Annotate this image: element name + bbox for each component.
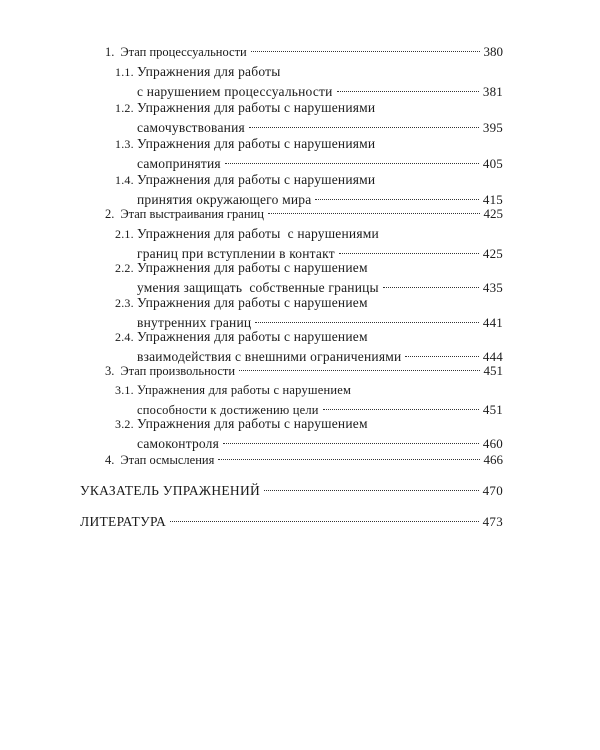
page-number: 380 (483, 44, 503, 59)
entry-number: 2. (105, 207, 115, 221)
page-number: 451 (482, 402, 503, 417)
entry-title: Этап осмысления (120, 453, 215, 467)
dot-leader (249, 127, 479, 128)
dot-leader (337, 91, 479, 92)
section-title: УКАЗАТЕЛЬ УПРАЖНЕНИЙ (80, 483, 261, 498)
entry-number: 1.4. (115, 173, 134, 187)
toc-section (80, 481, 503, 501)
page-number: 473 (482, 514, 503, 529)
entry-number: 2.1. (115, 227, 134, 241)
page-number: 415 (482, 192, 503, 207)
entry-title-line: способности к достижению цели (137, 403, 319, 417)
toc-entry (105, 361, 503, 381)
entry-title-line: Упражнения для работы с нарушениями (137, 100, 376, 115)
dot-leader (218, 459, 479, 460)
dot-leader (339, 253, 479, 254)
entry-title-line: самоконтроля (137, 436, 220, 451)
page-number: 435 (482, 280, 503, 295)
entry-title-line: внутренних границ (137, 315, 252, 330)
page-number: 441 (482, 315, 503, 330)
page-number: 395 (482, 120, 503, 135)
dot-leader (251, 51, 480, 52)
page-number: 470 (482, 483, 503, 498)
entry-title-line: Упражнения для работы с нарушениями (137, 226, 379, 241)
entry-number: 1.1. (115, 65, 134, 79)
entry-title: Этап произвольности (120, 364, 236, 378)
entry-title-line: Упражнения для работы с нарушением (137, 295, 368, 310)
entry-title: Этап выстраивания границ (120, 207, 264, 221)
entry-number: 2.3. (115, 296, 134, 310)
entry-number: 1. (105, 45, 115, 59)
entry-title: Этап процессуальности (120, 45, 247, 59)
dot-leader (383, 287, 479, 288)
entry-number: 3.1. (115, 383, 134, 397)
dot-leader (264, 490, 479, 491)
page-number: 444 (482, 349, 503, 364)
entry-title-line: умения защищать собственные границы (137, 280, 379, 295)
dot-leader (225, 163, 479, 164)
entry-number: 1.2. (115, 101, 134, 115)
entry-title-line: принятия окружающего мира (137, 192, 312, 207)
entry-title-line: Упражнения для работы (137, 64, 281, 79)
entry-number: 3. (105, 364, 115, 378)
dot-leader (268, 213, 480, 214)
entry-number: 1.3. (115, 137, 134, 151)
entry-title-line: Упражнения для работы с нарушениями (137, 136, 376, 151)
toc-section (80, 512, 503, 532)
dot-leader (170, 521, 479, 522)
toc-entry (115, 134, 503, 174)
page-number: 466 (483, 452, 503, 467)
dot-leader (323, 409, 479, 410)
entry-title-line: с нарушением процессуальности (137, 84, 333, 99)
entry-number: 4. (105, 453, 115, 467)
entry-title-line: Упражнения для работы с нарушением (137, 260, 368, 275)
toc-entry (115, 414, 503, 454)
page-number: 451 (483, 363, 503, 378)
toc-entry (105, 450, 503, 470)
toc-entry (105, 204, 503, 224)
entry-title-line: Упражнения для работы с нарушением (137, 416, 368, 431)
dot-leader (255, 322, 479, 323)
entry-title-line: самопринятия (137, 156, 221, 171)
entry-title-line: Упражнения для работы с нарушением (137, 383, 352, 397)
dot-leader (223, 443, 479, 444)
toc-entry (115, 258, 503, 298)
page-number: 405 (482, 156, 503, 171)
entry-title-line: взаимодействия с внешними ограничениями (137, 349, 402, 364)
section-title: ЛИТЕРАТУРА (80, 514, 167, 529)
dot-leader (239, 370, 479, 371)
entry-title-line: Упражнения для работы с нарушениями (137, 172, 376, 187)
toc-entry (115, 98, 503, 138)
page-number: 460 (482, 436, 503, 451)
page-number: 425 (483, 206, 503, 221)
entry-title-line: самочувствования (137, 120, 245, 135)
toc-entry (115, 62, 503, 102)
dot-leader (405, 356, 478, 357)
entry-title-line: Упражнения для работы с нарушением (137, 329, 368, 344)
page-number: 425 (482, 246, 503, 261)
entry-title-line: границ при вступлении в контакт (137, 246, 335, 261)
page-number: 381 (482, 84, 503, 99)
dot-leader (315, 199, 478, 200)
toc-entry (105, 42, 503, 62)
entry-number: 3.2. (115, 417, 134, 431)
entry-number: 2.4. (115, 330, 134, 344)
entry-number: 2.2. (115, 261, 134, 275)
